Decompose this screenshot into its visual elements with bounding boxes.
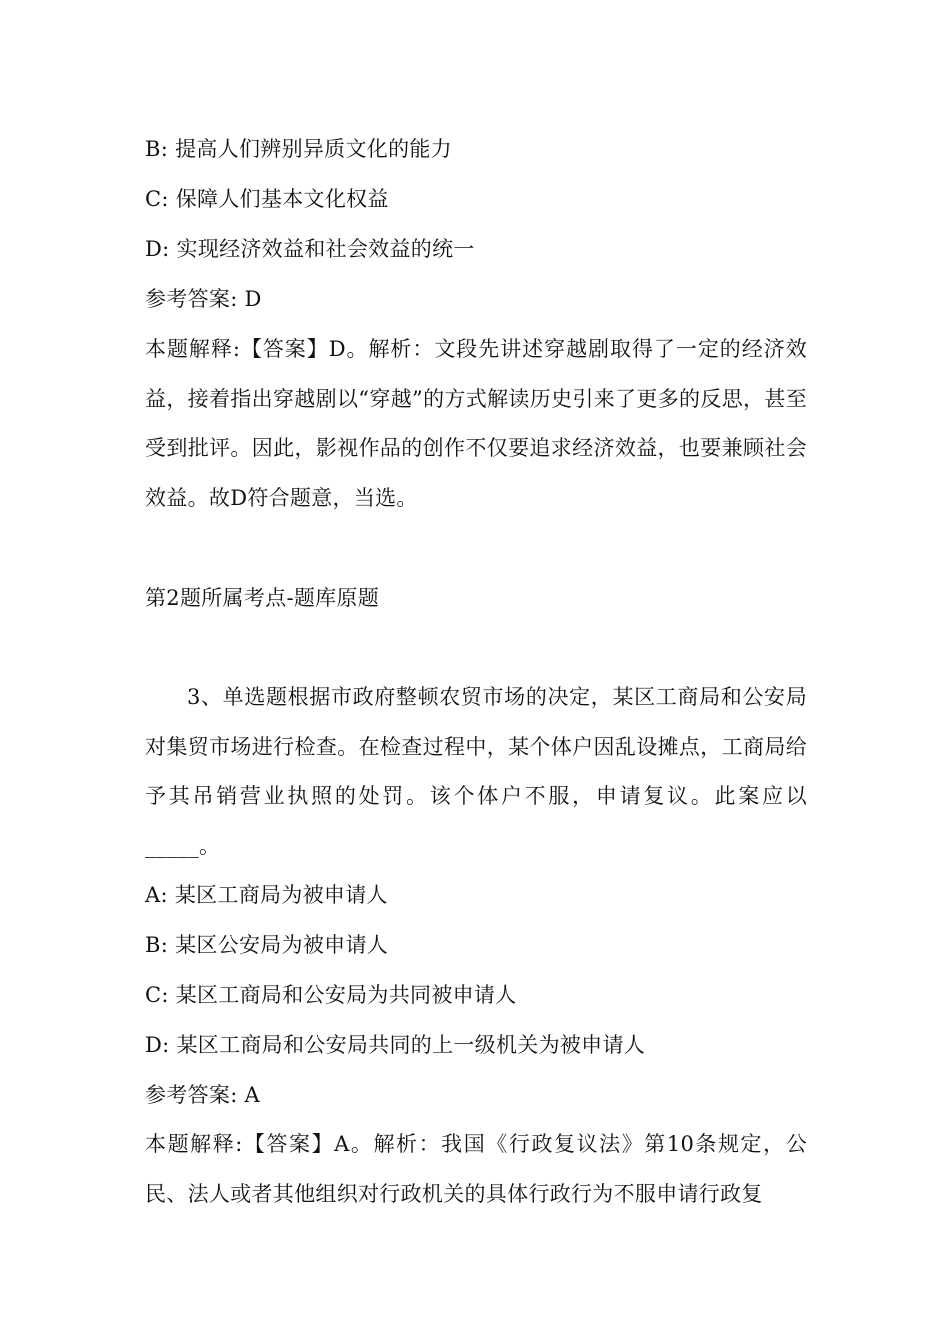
q3-explanation: 本题解释:【答案】A。解析：我国《行政复议法》第10条规定，公民、法人或者其他组织对行政机关的具体行政行为不服申请行政复 <box>145 1132 807 1206</box>
q1-answer: 参考答案: D <box>145 287 262 311</box>
q3-option-a: A: 某区工商局为被申请人 <box>145 883 388 907</box>
q3-answer: 参考答案: A <box>145 1083 261 1107</box>
q3-option-b: B: 某区公安局为被申请人 <box>145 933 389 957</box>
q3-stem: 3、单选题根据市政府整顿农贸市场的决定，某区工商局和公安局对集贸市场进行检查。在检查过程中，某个体户因乱设摊点，工商局给予其吊销营业执照的处罚。该个体户不服，申请复议。此案应以_____。 <box>145 685 807 858</box>
section-note: 第2题所属考点-题库原题 <box>145 586 380 610</box>
q1-option-b: B: 提高人们辨别异质文化的能力 <box>145 137 452 161</box>
q1-option-c: C: 保障人们基本文化权益 <box>145 187 389 211</box>
q3-option-c: C: 某区工商局和公安局为共同被申请人 <box>145 983 517 1007</box>
q1-option-d: D: 实现经济效益和社会效益的统一 <box>145 237 475 261</box>
q3-option-d: D: 某区工商局和公安局共同的上一级机关为被申请人 <box>145 1033 646 1057</box>
q1-explanation: 本题解释:【答案】D。解析：文段先讲述穿越剧取得了一定的经济效益，接着指出穿越剧以“穿越”的方式解读历史引来了更多的反思，甚至受到批评。因此，影视作品的创作不仅要追求经济效益，也要兼顾社会效益。故D符合题意，当选。 <box>145 337 807 510</box>
